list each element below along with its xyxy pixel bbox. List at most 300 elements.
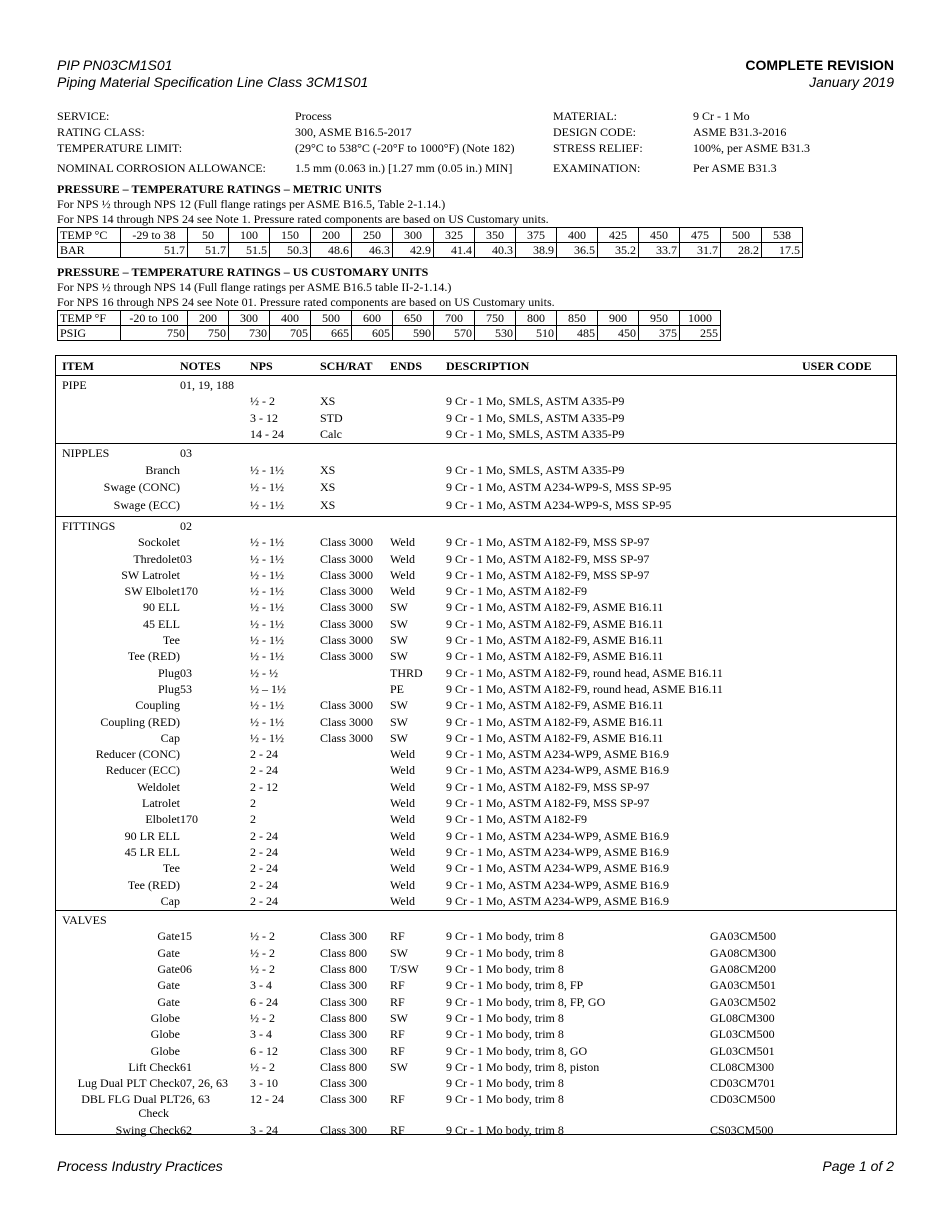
info-value: 1.5 mm (0.063 in.) [1.27 mm (0.05 in.) MIN] <box>295 161 513 175</box>
pressure-cell: 375 <box>639 326 680 341</box>
info-value: 300, ASME B16.5-2017 <box>295 125 412 139</box>
group-notes: 01, 19, 188 <box>180 378 234 392</box>
sch-cell: Class 300 <box>320 1027 368 1042</box>
temp-cell: 50 <box>188 228 229 243</box>
info-value: Per ASME B31.3 <box>693 161 777 175</box>
nps-cell: ½ - 1½ <box>250 480 284 495</box>
us-temp-row <box>58 311 721 326</box>
item-name: 45 ELL <box>143 616 180 631</box>
metric-ratings-table <box>57 227 803 258</box>
temp-cell: 950 <box>639 311 680 326</box>
temp-cell: 325 <box>434 228 475 243</box>
ends-cell: Weld <box>390 877 416 892</box>
temp-cell: 700 <box>434 311 475 326</box>
nps-cell: ½ - ½ <box>250 665 278 680</box>
sch-cell: XS <box>320 394 336 409</box>
nps-cell: 2 - 24 <box>250 828 278 843</box>
sch-cell: Class 3000 <box>320 714 374 729</box>
nps-cell: 3 - 12 <box>250 410 278 425</box>
user-code-cell: CS03CM500 <box>710 1122 774 1137</box>
item-name: Gate <box>157 978 180 993</box>
item-name: Tee <box>162 861 180 876</box>
sch-cell: STD <box>320 410 343 425</box>
ends-cell: Weld <box>390 828 416 843</box>
table-row <box>56 1010 896 1026</box>
item-name: Globe <box>150 1027 180 1042</box>
notes-cell: 61 <box>180 1059 192 1074</box>
temp-cell: 300 <box>229 311 270 326</box>
nps-cell: ½ - 1½ <box>250 600 284 615</box>
description-cell: 9 Cr - 1 Mo, ASTM A234-WP9, ASME B16.9 <box>446 877 670 892</box>
item-name: Sockolet <box>138 535 180 550</box>
description-cell: 9 Cr - 1 Mo, ASTM A182-F9 <box>446 812 588 827</box>
temp-cell: 450 <box>639 228 680 243</box>
info-label: STRESS RELIEF: <box>553 141 643 155</box>
temp-label: TEMP °F <box>58 311 121 326</box>
ends-cell: SW <box>390 945 408 960</box>
item-name: Swage (ECC) <box>113 498 180 513</box>
info-value: Process <box>295 109 332 123</box>
info-label: DESIGN CODE: <box>553 125 636 139</box>
col-description: DESCRIPTION <box>446 359 530 373</box>
pressure-cell: 705 <box>270 326 311 341</box>
table-row <box>56 994 896 1010</box>
pressure-cell: 17.5 <box>762 243 803 258</box>
footer-org: Process Industry Practices <box>57 1158 223 1174</box>
notes-cell: 07, 26, 63 <box>180 1076 228 1091</box>
ends-cell: Weld <box>390 844 416 859</box>
nps-cell: ½ - 1½ <box>250 616 284 631</box>
table-row <box>56 393 896 409</box>
sch-cell: XS <box>320 498 336 513</box>
table-row <box>56 1091 896 1121</box>
ends-cell: SW <box>390 633 408 647</box>
description-cell: 9 Cr - 1 Mo body, trim 8 <box>446 1076 564 1091</box>
info-label: TEMPERATURE LIMIT: <box>57 141 183 155</box>
item-name: Tee (RED) <box>127 649 180 664</box>
info-label: MATERIAL: <box>553 109 617 123</box>
components-table-header <box>56 356 896 376</box>
ends-cell: RF <box>390 1043 405 1058</box>
description-cell: 9 Cr - 1 Mo, ASTM A234-WP9, ASME B16.9 <box>446 893 670 908</box>
table-row <box>56 961 896 977</box>
user-code-cell: GL03CM500 <box>710 1027 775 1042</box>
item-name-continued: Check <box>138 1106 169 1121</box>
temp-cell: 600 <box>352 311 393 326</box>
temp-cell: -20 to 100 <box>121 311 188 326</box>
user-code-cell: GA03CM500 <box>710 929 777 944</box>
description-cell: 9 Cr - 1 Mo, ASTM A182-F9, MSS SP-97 <box>446 567 650 582</box>
description-cell: 9 Cr - 1 Mo, ASTM A234-WP9, ASME B16.9 <box>446 861 670 876</box>
ends-cell: RF <box>390 978 405 993</box>
table-row <box>56 1026 896 1042</box>
nps-cell: ½ - 2 <box>250 945 275 960</box>
user-code-cell: GA03CM502 <box>710 994 777 1009</box>
item-name: Cap <box>160 893 180 908</box>
item-name: Lift Check <box>128 1059 180 1074</box>
ends-cell: RF <box>390 1122 405 1137</box>
nps-cell: ½ - 1½ <box>250 498 284 513</box>
sch-cell: Class 3000 <box>320 600 374 615</box>
table-row <box>56 828 896 844</box>
col-ends: ENDS <box>390 359 423 373</box>
table-row <box>56 426 896 442</box>
footer-page: Page 1 of 2 <box>822 1158 894 1174</box>
pressure-cell: 485 <box>557 326 598 341</box>
description-cell: 9 Cr - 1 Mo, ASTM A234-WP9, ASME B16.9 <box>446 828 670 843</box>
table-row <box>56 648 896 664</box>
col-user-code: USER CODE <box>802 359 872 373</box>
nps-cell: ½ - 1½ <box>250 551 284 566</box>
user-code-cell: CD03CM701 <box>710 1076 776 1091</box>
item-name: Cap <box>160 730 180 745</box>
table-row <box>56 551 896 567</box>
nps-cell: ½ - 2 <box>250 962 275 976</box>
temp-cell: 475 <box>680 228 721 243</box>
description-cell: 9 Cr - 1 Mo, ASTM A234-WP9, ASME B16.9 <box>446 763 670 778</box>
pressure-cell: 730 <box>229 326 270 341</box>
temp-cell: 900 <box>598 311 639 326</box>
item-name: Gate <box>157 945 180 960</box>
temp-cell: 150 <box>270 228 311 243</box>
nps-cell: 2 - 24 <box>250 861 278 876</box>
info-value: (29°C to 538°C (-20°F to 1000°F) (Note 182) <box>295 141 515 155</box>
item-name: Lug Dual PLT Check <box>77 1076 180 1091</box>
table-row <box>56 697 896 713</box>
nps-cell: 2 - 24 <box>250 763 278 778</box>
group-divider <box>56 443 896 444</box>
pressure-cell: 51.7 <box>188 243 229 258</box>
table-row <box>56 977 896 993</box>
description-cell: 9 Cr - 1 Mo, ASTM A182-F9, round head, ASME B16.11 <box>446 681 723 696</box>
nps-cell: ½ - 1½ <box>250 714 284 729</box>
sch-cell: XS <box>320 480 336 495</box>
sch-cell: Class 300 <box>320 1076 368 1091</box>
pressure-cell: 40.3 <box>475 243 516 258</box>
nps-cell: ½ - 1½ <box>250 535 284 550</box>
description-cell: 9 Cr - 1 Mo, SMLS, ASTM A335-P9 <box>446 462 625 477</box>
notes-cell: 03 <box>180 551 192 566</box>
item-name: 45 LR ELL <box>124 844 180 859</box>
description-cell: 9 Cr - 1 Mo body, trim 8, FP <box>446 978 584 993</box>
ends-cell: T/SW <box>390 962 419 976</box>
info-label: RATING CLASS: <box>57 125 145 139</box>
table-row <box>56 795 896 811</box>
table-row <box>56 583 896 599</box>
doc-title: Piping Material Specification Line Class 3CM1S01 <box>57 74 369 90</box>
item-name: Reducer (ECC) <box>105 763 180 778</box>
table-row <box>56 877 896 893</box>
info-value: 100%, per ASME B31.3 <box>693 141 810 155</box>
table-row <box>56 1059 896 1075</box>
metric-temp-row <box>58 228 803 243</box>
group-title: NIPPLES <box>62 446 110 461</box>
nps-cell: 6 - 24 <box>250 994 278 1009</box>
nps-cell: ½ - 2 <box>250 394 275 409</box>
col-nps: NPS <box>250 359 273 373</box>
temp-cell: -29 to 38 <box>121 228 188 243</box>
nps-cell: ½ - 1½ <box>250 649 284 664</box>
group-header-pipe <box>56 377 896 393</box>
table-row <box>56 730 896 746</box>
sch-cell: Class 300 <box>320 978 368 993</box>
temp-cell: 400 <box>557 228 598 243</box>
ends-cell: Weld <box>390 551 416 566</box>
description-cell: 9 Cr - 1 Mo body, trim 8 <box>446 1027 564 1042</box>
sch-cell: XS <box>320 462 336 477</box>
user-code-cell: GA08CM300 <box>710 945 777 960</box>
description-cell: 9 Cr - 1 Mo, ASTM A182-F9, round head, ASME B16.11 <box>446 665 723 680</box>
table-row <box>56 1043 896 1059</box>
table-row <box>56 479 896 495</box>
description-cell: 9 Cr - 1 Mo, ASTM A182-F9, ASME B16.11 <box>446 616 664 631</box>
pressure-cell: 570 <box>434 326 475 341</box>
sch-cell: Class 800 <box>320 1059 368 1074</box>
pressure-cell: 51.5 <box>229 243 270 258</box>
us-ratings-section <box>57 265 721 341</box>
notes-cell: 26, 63 <box>180 1092 210 1107</box>
notes-cell: 15 <box>180 929 192 944</box>
description-cell: 9 Cr - 1 Mo body, trim 8, FP, GO <box>446 994 606 1009</box>
metric-note-2: For NPS 14 through NPS 24 see Note 1. Pressure rated components are based on US Customary units. <box>57 212 549 226</box>
temp-cell: 850 <box>557 311 598 326</box>
table-row <box>56 616 896 632</box>
sch-cell: Calc <box>320 426 342 441</box>
ends-cell: SW <box>390 730 408 745</box>
nps-cell: 2 <box>250 796 256 810</box>
pressure-cell: 590 <box>393 326 434 341</box>
info-label: SERVICE: <box>57 109 110 123</box>
pressure-cell: 605 <box>352 326 393 341</box>
ends-cell: Weld <box>390 763 416 778</box>
ends-cell: RF <box>390 1027 405 1042</box>
pressure-cell: 38.9 <box>516 243 557 258</box>
document-header-right <box>745 57 894 91</box>
ends-cell: SW <box>390 649 408 664</box>
item-name: 90 LR ELL <box>124 828 180 843</box>
metric-pressure-row <box>58 243 803 258</box>
description-cell: 9 Cr - 1 Mo, ASTM A182-F9, MSS SP-97 <box>446 779 650 794</box>
table-row <box>56 746 896 762</box>
temp-cell: 200 <box>188 311 229 326</box>
temp-cell: 650 <box>393 311 434 326</box>
notes-cell: 62 <box>180 1122 192 1137</box>
us-pressure-row <box>58 326 721 341</box>
item-name: SW Elbolet <box>124 584 180 599</box>
temp-cell: 250 <box>352 228 393 243</box>
nps-cell: 2 - 24 <box>250 893 278 908</box>
info-label: EXAMINATION: <box>553 161 641 175</box>
table-row <box>56 599 896 615</box>
item-name: Globe <box>150 1043 180 1058</box>
sch-cell: Class 3000 <box>320 633 374 647</box>
table-row <box>56 462 896 478</box>
ends-cell: Weld <box>390 796 416 810</box>
group-divider <box>56 910 896 911</box>
temp-cell: 500 <box>721 228 762 243</box>
nps-cell: ½ - 1½ <box>250 730 284 745</box>
pressure-label: PSIG <box>58 326 121 341</box>
ends-cell: Weld <box>390 812 416 827</box>
notes-cell: 06 <box>180 962 192 976</box>
pressure-cell: 28.2 <box>721 243 762 258</box>
sch-cell: Class 3000 <box>320 567 374 582</box>
item-name: DBL FLG Dual PLT <box>81 1092 180 1107</box>
nps-cell: ½ - 2 <box>250 929 275 944</box>
group-notes: 02 <box>180 518 192 533</box>
item-name: Plug <box>157 681 180 696</box>
item-name: Gate <box>157 929 180 944</box>
group-notes: 03 <box>180 446 192 461</box>
us-ratings-table <box>57 310 721 341</box>
pressure-cell: 51.7 <box>121 243 188 258</box>
nps-cell: ½ - 1½ <box>250 698 284 713</box>
ends-cell: Weld <box>390 779 416 794</box>
item-name: 90 ELL <box>143 600 180 615</box>
description-cell: 9 Cr - 1 Mo, ASTM A182-F9, ASME B16.11 <box>446 714 664 729</box>
nps-cell: 3 - 4 <box>250 978 272 993</box>
description-cell: 9 Cr - 1 Mo, ASTM A182-F9, ASME B16.11 <box>446 600 664 615</box>
ends-cell: THRD <box>390 665 423 680</box>
pressure-cell: 36.5 <box>557 243 598 258</box>
info-label: NOMINAL CORROSION ALLOWANCE: <box>57 161 266 175</box>
temp-cell: 400 <box>270 311 311 326</box>
description-cell: 9 Cr - 1 Mo, ASTM A182-F9, ASME B16.11 <box>446 633 664 647</box>
sch-cell: Class 300 <box>320 929 368 944</box>
sch-cell: Class 3000 <box>320 730 374 745</box>
table-row <box>56 534 896 550</box>
temp-cell: 200 <box>311 228 352 243</box>
ends-cell: Weld <box>390 584 416 599</box>
nps-cell: 2 <box>250 812 256 827</box>
sch-cell: Class 800 <box>320 1010 368 1025</box>
pressure-cell: 48.6 <box>311 243 352 258</box>
ends-cell: SW <box>390 714 408 729</box>
info-value: ASME B31.3-2016 <box>693 125 787 139</box>
ends-cell: RF <box>390 994 405 1009</box>
doc-id: PIP PN03CM1S01 <box>57 57 173 73</box>
notes-cell: 170 <box>180 584 198 599</box>
nps-cell: ½ - 2 <box>250 1059 275 1074</box>
user-code-cell: GA03CM501 <box>710 978 777 993</box>
item-name: Coupling <box>135 698 180 713</box>
nps-cell: 2 - 24 <box>250 877 278 892</box>
ends-cell: Weld <box>390 861 416 876</box>
metric-ratings-section <box>57 182 803 258</box>
description-cell: 9 Cr - 1 Mo body, trim 8 <box>446 1092 564 1107</box>
nps-cell: 2 - 12 <box>250 779 278 794</box>
description-cell: 9 Cr - 1 Mo, ASTM A234-WP9-S, MSS SP-95 <box>446 480 672 495</box>
description-cell: 9 Cr - 1 Mo, ASTM A182-F9, ASME B16.11 <box>446 698 664 713</box>
description-cell: 9 Cr - 1 Mo, ASTM A234-WP9-S, MSS SP-95 <box>446 498 672 513</box>
description-cell: 9 Cr - 1 Mo, ASTM A234-WP9, ASME B16.9 <box>446 844 670 859</box>
table-row <box>56 714 896 730</box>
item-name: Elbolet <box>145 812 180 827</box>
sch-cell: Class 300 <box>320 1043 368 1058</box>
item-name: Gate <box>157 994 180 1009</box>
description-cell: 9 Cr - 1 Mo, ASTM A182-F9, MSS SP-97 <box>446 551 650 566</box>
pressure-cell: 665 <box>311 326 352 341</box>
revision-date: January 2019 <box>809 74 894 90</box>
item-name: Latrolet <box>142 796 180 810</box>
pressure-cell: 255 <box>680 326 721 341</box>
nps-cell: ½ - 2 <box>250 1010 275 1025</box>
table-row <box>56 1122 896 1138</box>
item-name: Thredolet <box>133 551 180 566</box>
group-title: VALVES <box>62 913 107 928</box>
temp-cell: 425 <box>598 228 639 243</box>
user-code-cell: CL08CM300 <box>710 1059 775 1074</box>
col-notes: NOTES <box>180 359 221 373</box>
table-row <box>56 410 896 426</box>
description-cell: 9 Cr - 1 Mo body, trim 8 <box>446 1122 564 1137</box>
temp-cell: 500 <box>311 311 352 326</box>
group-title: FITTINGS <box>62 518 116 533</box>
ends-cell: SW <box>390 1059 408 1074</box>
sch-cell: Class 3000 <box>320 649 374 664</box>
temp-cell: 300 <box>393 228 434 243</box>
sch-cell: Class 800 <box>320 945 368 960</box>
table-row <box>56 779 896 795</box>
user-code-cell: GL03CM501 <box>710 1043 775 1058</box>
nps-cell: 2 - 24 <box>250 844 278 859</box>
nps-cell: ½ - 1½ <box>250 567 284 582</box>
pressure-cell: 510 <box>516 326 557 341</box>
ends-cell: Weld <box>390 535 416 550</box>
temp-cell: 538 <box>762 228 803 243</box>
table-row <box>56 681 896 697</box>
item-name: Swage (CONC) <box>103 480 180 495</box>
user-code-cell: GL08CM300 <box>710 1010 775 1025</box>
table-row <box>56 928 896 944</box>
pressure-cell: 42.9 <box>393 243 434 258</box>
pressure-cell: 35.2 <box>598 243 639 258</box>
nps-cell: 6 - 12 <box>250 1043 278 1058</box>
description-cell: 9 Cr - 1 Mo, ASTM A182-F9, MSS SP-97 <box>446 535 650 550</box>
temp-cell: 800 <box>516 311 557 326</box>
temp-cell: 375 <box>516 228 557 243</box>
item-name: Swing Check <box>115 1122 180 1137</box>
ends-cell: SW <box>390 616 408 631</box>
description-cell: 9 Cr - 1 Mo body, trim 8, GO <box>446 1043 588 1058</box>
metric-title: PRESSURE – TEMPERATURE RATINGS – METRIC UNITS <box>57 182 382 196</box>
table-row <box>56 497 896 513</box>
group-header-nipples <box>56 445 896 461</box>
item-name: Tee (RED) <box>127 877 180 892</box>
item-name: Reducer (CONC) <box>95 747 180 762</box>
ends-cell: SW <box>390 600 408 615</box>
group-header-fittings <box>56 518 896 534</box>
table-row <box>56 567 896 583</box>
user-code-cell: GA08CM200 <box>710 962 777 976</box>
col-sch: SCH/RAT <box>320 359 373 373</box>
table-row <box>56 893 896 909</box>
item-name: SW Latrolet <box>121 567 180 582</box>
sch-cell: Class 3000 <box>320 551 374 566</box>
user-code-cell: CD03CM500 <box>710 1092 776 1107</box>
pressure-cell: 450 <box>598 326 639 341</box>
description-cell: 9 Cr - 1 Mo body, trim 8 <box>446 945 564 960</box>
description-cell: 9 Cr - 1 Mo, ASTM A182-F9, MSS SP-97 <box>446 796 650 810</box>
item-name: Branch <box>145 462 180 477</box>
us-note-1: For NPS ½ through NPS 14 (Full flange ratings per ASME B16.5 table II-2-1.14.) <box>57 280 452 294</box>
sch-cell: Class 300 <box>320 1122 368 1137</box>
description-cell: 9 Cr - 1 Mo body, trim 8, piston <box>446 1059 600 1074</box>
notes-cell: 03 <box>180 665 192 680</box>
pressure-cell: 46.3 <box>352 243 393 258</box>
nps-cell: 3 - 24 <box>250 1122 278 1137</box>
item-name: Gate <box>157 962 180 976</box>
